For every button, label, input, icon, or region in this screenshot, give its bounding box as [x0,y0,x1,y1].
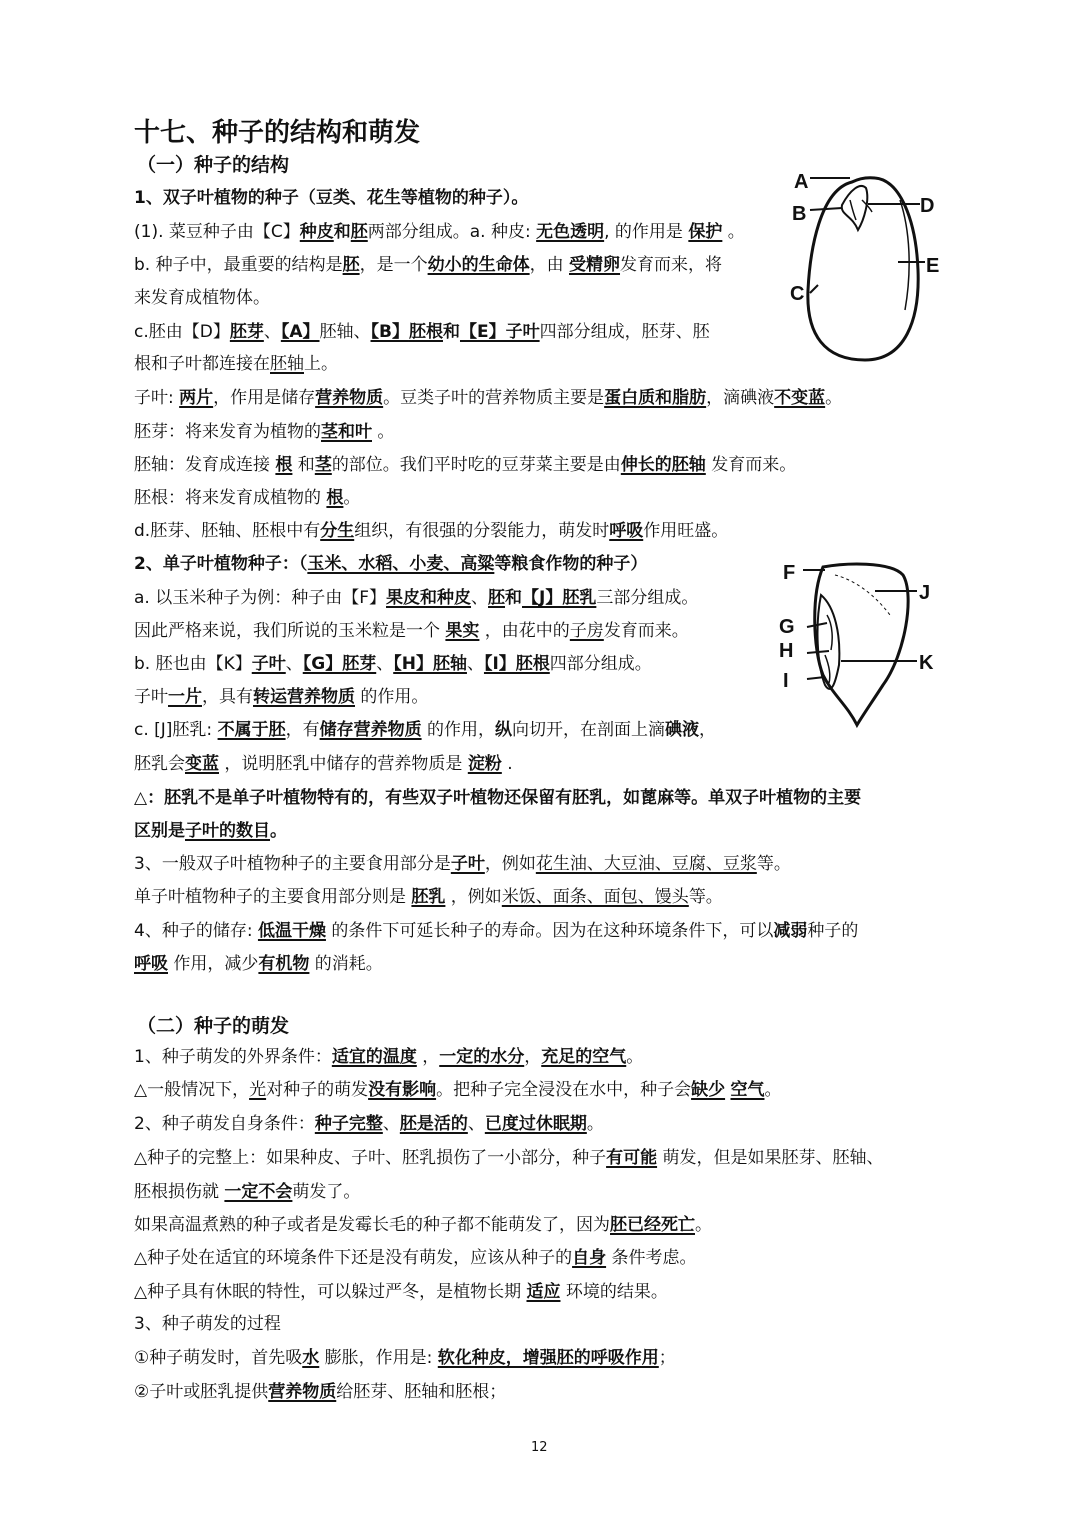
text-run: ，作用是储存 [213,388,316,408]
text-run: b. 种子中，最重要的结构是 [134,255,343,275]
bean-label-d: D [920,195,935,217]
text-run: ； [658,1348,676,1368]
text-run: 胚轴、 [319,322,371,342]
key-term: 不变蓝 [774,388,826,408]
text-run: d.胚芽、胚轴、胚根中有 [134,521,321,541]
text-run: , 的作用是 [604,222,689,242]
key-term: 种皮 [299,222,334,242]
key-term: 种子完整 [314,1114,383,1134]
text-run: 、 [471,588,489,608]
text-line [134,1180,360,1204]
text-run: 4、种子的储存: [134,921,258,941]
text-line [134,652,652,676]
text-run: 2、种子萌发自身条件： [134,1114,315,1134]
bean-seed-diagram [780,160,950,370]
key-term: 子叶 [251,654,286,674]
text-run: 的部位。我们平时吃的豆芽菜主要是由 [331,455,621,475]
text-run: 、 [285,654,303,674]
key-term: 有机物 [258,954,310,974]
text-run: 萌发了。 [292,1182,361,1202]
text-run: 。 [764,1080,782,1100]
key-term: 【G】胚芽 [302,654,377,674]
key-term: 子房 [569,621,604,641]
text-run: 条件考虑。 [606,1248,697,1268]
text-run: ，是一个 [359,255,428,275]
text-line [134,286,270,310]
text-run: 两部分组成。a. 种皮: [367,222,537,242]
text-run: 、 [466,654,484,674]
key-term: 受精卵 [569,255,621,275]
key-term: 茎和叶 [321,422,372,442]
text-run: 作用旺盛。 [643,521,729,541]
text-run: 。 [722,222,745,242]
key-term: 玉米、水稻、小麦、高粱 [307,554,495,574]
text-line [134,186,528,210]
text-run: c. [J]胚乳: [134,720,218,740]
key-term: 果皮和种皮 [386,588,472,608]
text-run: △种子具有休眠的特性，可以躲过严冬，是植物长期 [134,1282,527,1302]
key-term: 分生 [320,521,355,541]
key-term: 胚轴 [270,354,304,374]
text-line [134,1280,668,1304]
key-term: 【I】胚根 [483,654,550,674]
key-term: 营养物质 [315,388,384,408]
key-term: 子叶的数目 [185,821,270,841]
corn-label-f: F [783,562,796,584]
text-run: 、 [376,654,394,674]
text-run: (1). 菜豆种子由【C】 [134,222,300,242]
text-run: 3、一般双子叶植物种子的主要食用部分是 [134,854,451,874]
text-run: 胚根：将来发育成植物的 [134,488,327,508]
text-run: 、 [263,322,281,342]
key-term: 果实 [445,621,480,641]
text-run: 1、种子萌发的外界条件： [134,1047,332,1067]
text-run: ，滴碘液 [706,388,775,408]
text-run: 、 [467,1114,485,1134]
key-term: 胚已经死亡 [610,1215,695,1235]
key-term: 缺少 [691,1080,726,1100]
key-term: 胚芽 [229,322,264,342]
page-number: 12 [531,1440,548,1455]
text-run: 膨胀，作用是: [319,1348,438,1368]
text-run: c.胚由【D】 [134,322,230,342]
key-term: 区别是 [134,821,185,841]
bean-label-e: E [926,255,940,277]
text-run: 。豆类子叶的营养物质主要是 [383,388,605,408]
text-run: a. 以玉米种子为例：种子由【F】 [134,588,387,608]
key-term: 水 [302,1348,320,1368]
corn-seed-outline [815,564,908,725]
text-run: △一般情况下， [134,1080,250,1100]
key-term: 根 [326,488,344,508]
key-term: 充足的空气 [541,1047,627,1067]
text-run: 三部分组成。 [596,588,699,608]
text-run: 单子叶植物种子的主要食用部分则是 [134,887,412,907]
key-term: 储存营养物质 [319,720,422,740]
key-term: 胚 [350,222,368,242]
key-term: 没有影响 [368,1080,437,1100]
text-run: 和 [292,455,315,475]
text-run: 等。 [688,887,723,907]
key-term: 呼吸 [134,954,168,974]
key-term: 呼吸 [609,521,644,541]
text-run: 发育而来，将 [620,255,723,275]
text-run: ②子叶或胚乳提供 [134,1382,269,1402]
text-run: 组织，有很强的分裂能力，萌发时 [354,521,610,541]
key-term: 等粮食作物的种子） [494,554,648,574]
key-term: 保护 [688,222,723,242]
key-term: 适应 [526,1282,561,1302]
text-run: 给胚芽、胚轴和胚根； [336,1382,507,1402]
key-term: 子叶 [450,854,485,874]
text-run: 因此严格来说，我们所说的玉米粒是一个 [134,621,446,641]
key-term: 无色透明 [536,222,605,242]
key-term: 变蓝 [185,754,219,774]
text-run: 3、种子萌发的过程 [134,1314,281,1334]
key-term: 已度过休眠期 [484,1114,587,1134]
text-line [134,786,861,810]
text-line [134,852,791,876]
text-run: b. 胚也由【K】 [134,654,252,674]
key-term: 【H】胚轴 [393,654,467,674]
text-line [134,1078,781,1102]
key-term: 胚 [488,588,506,608]
key-term: 转运营养物质 [253,687,355,707]
bean-label-c: C [790,283,805,305]
key-term: 一定不会 [224,1182,293,1202]
corn-label-i: I [783,670,789,692]
text-run: 、 [382,1114,400,1134]
text-line [134,1346,676,1370]
key-term: 适宜的温度 [331,1047,417,1067]
text-run: 环境的结果。 [560,1282,668,1302]
text-run: 的作用。 [355,687,429,707]
key-term: 蛋白质和脂肪 [604,388,707,408]
corn-label-k: K [919,652,934,674]
key-term: 一片 [168,687,202,707]
key-term: 淀粉 [467,754,502,774]
text-run: 作用，减少 [168,954,259,974]
text-line [134,1380,506,1404]
bean-embryo [842,186,868,230]
key-term: 低温干燥 [257,921,326,941]
text-run: 如果高温煮熟的种子或者是发霉长毛的种子都不能萌发了，因为 [134,1215,610,1235]
key-term: 有可能 [606,1148,658,1168]
key-term: 光 [249,1080,267,1100]
key-term: 和 [442,322,460,342]
section-heading-germination: （二）种子的萌发 [137,1015,290,1037]
key-term: 【J】胚乳 [522,588,597,608]
text-line [134,486,360,510]
text-run: 根和子叶都连接在 [134,354,270,374]
text-run: 发育而来。 [603,621,689,641]
key-term: 2、单子叶植物种子：（ [134,554,308,574]
text-run: 子叶: [134,388,180,408]
text-run: △种子的完整上：如果种皮、子叶、胚乳损伤了一小部分，种子 [134,1148,607,1168]
text-run: 。 [825,388,843,408]
text-run: 种子的 [807,921,859,941]
text-run: ，有 [285,720,320,740]
text-line [134,1146,883,1170]
text-line [134,220,745,244]
text-run: 。 [695,1215,712,1235]
key-term: 【B】 [370,322,409,342]
key-term: 。 [270,821,287,841]
corn-label-h: H [779,640,794,662]
text-line [134,586,698,610]
key-term: 胚乳 [411,887,446,907]
text-line [134,1312,281,1336]
key-term: 碘液 [664,720,699,740]
bean-label-a: A [794,171,809,193]
key-term: 【E】子叶 [459,322,540,342]
text-line [134,1112,604,1136]
key-term: 一定的水分 [439,1047,525,1067]
text-line [134,919,858,943]
text-line [134,320,710,344]
text-run: 向切开，在剖面上滴 [511,720,665,740]
text-run: ， [698,720,716,740]
bean-label-b: B [792,203,807,225]
text-run: ，由花中的 [479,621,570,641]
text-line [134,619,689,643]
text-run: 四部分组成，胚芽、胚 [539,322,710,342]
text-run: 的条件下可延长种子的寿命。因为在这种环境条件下，可以 [325,921,774,941]
text-line [134,386,842,410]
text-line [134,752,513,776]
text-run: ①种子萌发时，首先吸 [134,1348,303,1368]
key-term: 两片 [179,388,214,408]
text-run: 胚乳会 [134,754,185,774]
text-line [134,453,796,477]
text-line [134,1246,696,1270]
text-run: 发育而来。 [705,455,797,475]
text-run: 。把种子完全浸没在水中，种子会 [436,1080,692,1100]
text-run: ， [416,1047,440,1067]
key-term: 空气 [730,1080,765,1100]
key-term: 【A】 [280,322,320,342]
key-term: 米饭、面条、面包、馒头 [501,887,689,907]
text-run: 的作用， [421,720,495,740]
text-run: △种子处在适宜的环境条件下还是没有萌发，应该从种子的 [134,1248,573,1268]
text-run: 萌发，但是如果胚芽、胚轴、 [657,1148,884,1168]
text-run: 对种子的萌发 [266,1080,369,1100]
text-line [134,952,383,976]
key-term: 根 [275,455,293,475]
text-run: . [501,754,513,774]
text-run: 上。 [304,354,338,374]
text-line [134,519,728,543]
text-line [134,552,647,576]
text-run: 胚根损伤就 [134,1182,225,1202]
key-term: 和 [505,588,523,608]
text-run: ，由 [529,255,570,275]
text-line [134,1045,643,1069]
key-term: 自身 [572,1248,607,1268]
text-run: ，例如 [484,854,536,874]
key-term: 幼小的生命体 [427,255,530,275]
text-run: 胚芽：将来发育为植物的 [134,422,321,442]
text-line [134,885,723,909]
section-heading-structure: （一）种子的结构 [137,154,290,176]
corn-label-g: G [779,616,795,638]
key-term: 减弱 [773,921,808,941]
key-term: 胚根 [408,322,443,342]
key-term: 1、双子叶植物的种子（豆类、花生等植物的种子）。 [134,188,529,208]
text-line [134,819,287,843]
text-line [134,685,428,709]
text-line [134,1213,712,1237]
key-term: 伸长的胚轴 [620,455,706,475]
text-run: 胚轴：发育成连接 [134,455,276,475]
key-term: 茎 [314,455,332,475]
text-line [134,253,722,277]
key-term: 营养物质 [268,1382,337,1402]
key-term: 软化种皮，增强胚的呼吸作用 [437,1348,659,1368]
text-run: 子叶 [134,687,168,707]
text-run: ，说明胚乳中储存的营养物质是 [219,754,468,774]
text-run: 的消耗。 [309,954,383,974]
text-run: 。 [343,488,361,508]
key-term: 胚 [342,255,360,275]
key-term: 纵 [494,720,512,740]
corn-seed-diagram [775,555,945,735]
corn-label-j: J [919,582,931,604]
text-line [134,420,394,444]
text-run: 。 [626,1047,644,1067]
page-title: 十七、种子的结构和萌发 [134,118,421,148]
text-run: 来发育成植物体。 [134,288,270,308]
key-term: △：胚乳不是单子叶植物特有的，有些双子叶植物还保留有胚乳，如蓖麻等。单双子叶植物的主要 [134,788,862,808]
text-run: 。 [372,422,395,442]
text-run: 等。 [756,854,791,874]
key-term: 花生油、大豆油、豆腐、豆浆 [535,854,757,874]
key-term: 和 [333,222,351,242]
text-run: ，具有 [202,687,253,707]
corn-embryo [818,595,840,689]
key-term: 胚是活的 [399,1114,468,1134]
text-run: ， [524,1047,542,1067]
text-run: 。 [586,1114,604,1134]
text-run: ，例如 [445,887,502,907]
text-line [134,352,338,376]
text-run: 四部分组成。 [549,654,652,674]
key-term: 不属于胚 [217,720,286,740]
text-line [134,718,716,742]
